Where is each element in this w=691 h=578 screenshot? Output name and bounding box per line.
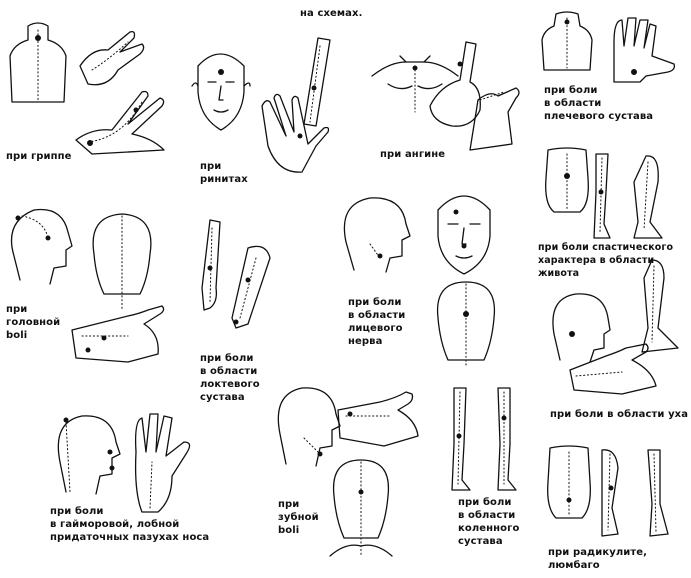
figure-headache-profile: [4, 206, 74, 286]
head-back-drawing: [326, 456, 396, 560]
head-profile-drawing: [50, 412, 124, 498]
face-drawing: [428, 186, 500, 278]
figure-flu-hand-bottom: [72, 88, 167, 158]
figure-flu-hand-top: [78, 26, 148, 96]
figure-facial-front: [428, 186, 500, 278]
torso-back-drawing: [8, 22, 68, 108]
face-drawing: [190, 46, 252, 136]
legs-drawing: [586, 152, 686, 242]
figure-rhinitis-face: [190, 46, 252, 136]
caption-radiculitis: при радикулите, люмбаго: [548, 547, 648, 571]
figure-facial-profile: [336, 194, 412, 274]
hand-drawing: [78, 26, 148, 96]
hand-drawing: [420, 40, 525, 155]
figure-facial-back: [430, 278, 502, 368]
caption-abdomen: при боли спастического характера в области живота: [538, 242, 674, 279]
head-profile-drawing: [336, 194, 412, 274]
figure-abdomen-legs: [586, 152, 686, 242]
figure-radiculitis-legs: [598, 448, 684, 542]
figure-shoulder-hand: [610, 16, 678, 86]
hand-drawing: [566, 342, 662, 398]
figure-flu-back: [8, 22, 68, 108]
hand-drawing: [610, 16, 678, 86]
figure-elbow-arm: [196, 218, 276, 348]
caption-ear: при боли в области уха: [550, 409, 689, 420]
hand-drawing: [68, 296, 168, 366]
figure-shoulder-back: [540, 12, 594, 72]
figure-ear-leg: [628, 258, 684, 354]
arm-drawing: [196, 218, 276, 348]
arm-drawing: [258, 36, 338, 176]
figure-sinus-hand: [128, 412, 208, 516]
caption-flu: при гриппе: [6, 151, 72, 162]
figure-knee-legs: [442, 384, 532, 494]
caption-sinus: при боли в гайморовой, лобной придаточных пазухах носа: [50, 506, 210, 543]
head-profile-drawing: [4, 206, 74, 286]
caption-toothache: при зубной boli: [278, 499, 319, 536]
hand-drawing: [128, 412, 208, 516]
caption-knee: при боли в области коленного сустава: [458, 497, 520, 547]
legs-drawing: [442, 384, 532, 494]
caption-facial-nerve: при боли в области лицевого нерва: [348, 297, 406, 347]
caption-angina: при ангине: [380, 149, 446, 160]
figure-ear-hand: [566, 342, 662, 398]
hand-drawing: [72, 88, 167, 158]
figure-angina-hand: [420, 40, 525, 155]
figure-tooth-hand: [336, 390, 420, 450]
head-back-drawing: [430, 278, 502, 368]
caption-elbow: при боли в области локтевого сустава: [200, 353, 260, 403]
caption-shoulder: при боли в области плечевого сустава: [544, 85, 654, 122]
figure-tooth-back: [326, 456, 396, 560]
page-header: на схемах.: [300, 8, 363, 19]
figure-sinus-profile: [50, 412, 124, 498]
figure-radiculitis-back: [542, 446, 596, 520]
figure-headache-hand: [68, 296, 168, 366]
legs-drawing: [598, 448, 684, 542]
leg-drawing: [628, 258, 684, 354]
caption-rhinitis: при ринитах: [200, 161, 248, 185]
back-drawing: [542, 446, 596, 520]
figure-rhinitis-arm: [258, 36, 338, 176]
caption-headache: при головной boli: [6, 304, 61, 341]
hand-drawing: [336, 390, 420, 450]
back-drawing: [540, 12, 594, 72]
